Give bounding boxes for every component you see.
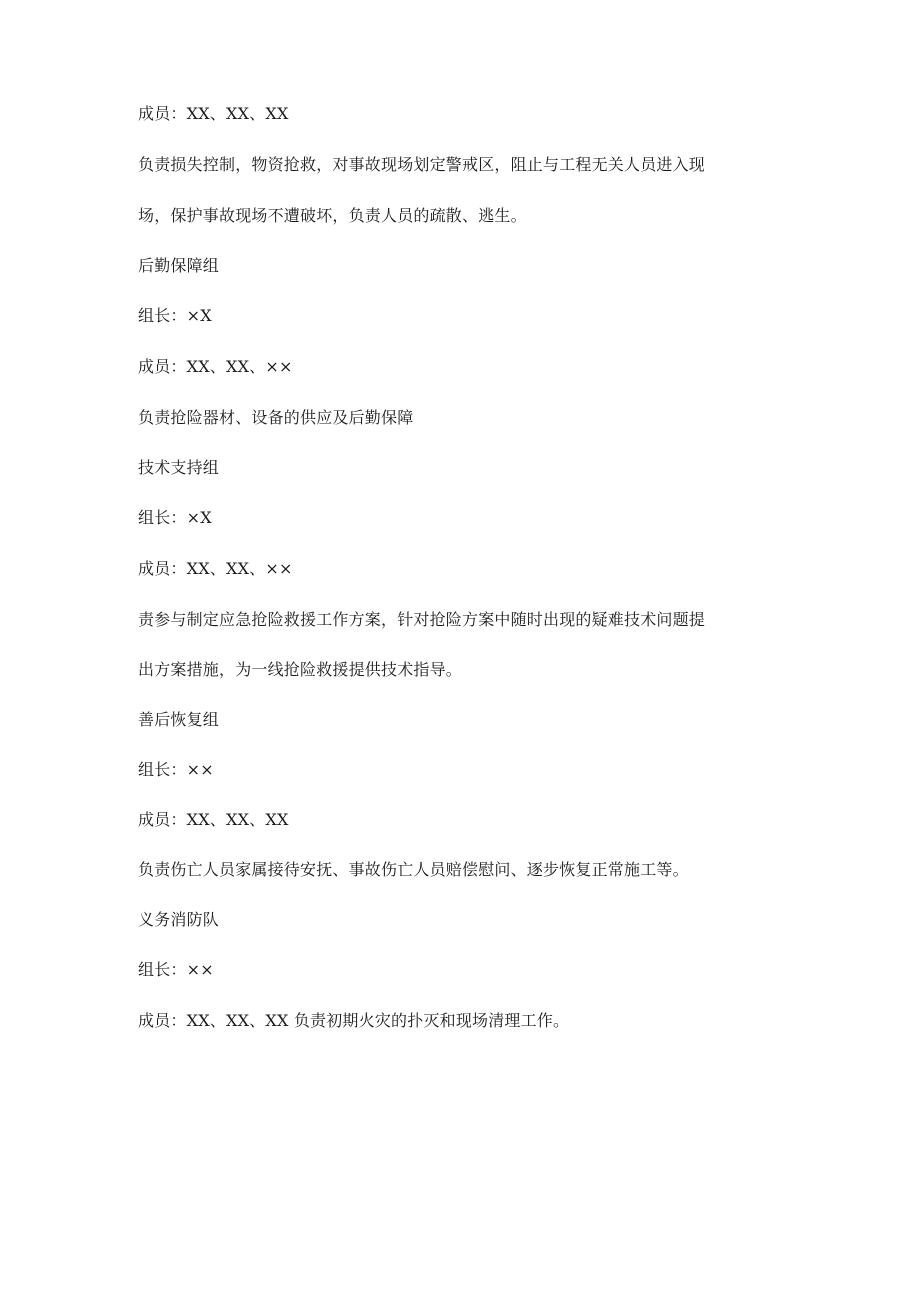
group-heading-fire-brigade: 义务消防队 — [138, 910, 220, 929]
member-line-1: 成员：XX、XX、XX — [138, 104, 289, 123]
leader-line-logistics: 组长：×X — [138, 306, 212, 325]
duty-line-technical-a: 责参与制定应急抢险救援工作方案，针对抢险方案中随时出现的疑难技术问题提 — [138, 610, 706, 629]
duty-line-1b: 场，保护事故现场不遭破坏，负责人员的疏散、逃生。 — [138, 206, 527, 225]
duty-line-1a: 负责损失控制，物资抢救，对事故现场划定警戒区，阻止与工程无关人员进入现 — [138, 155, 706, 174]
member-line-aftermath: 成员：XX、XX、XX — [138, 810, 289, 829]
member-line-technical: 成员：XX、XX、×× — [138, 559, 293, 578]
group-heading-logistics: 后勤保障组 — [138, 256, 220, 275]
duty-line-aftermath: 负责伤亡人员家属接待安抚、事故伤亡人员赔偿慰问、逐步恢复正常施工等。 — [138, 860, 689, 879]
duty-line-logistics: 负责抢险器材、设备的供应及后勤保障 — [138, 408, 414, 427]
group-heading-technical: 技术支持组 — [138, 458, 220, 477]
member-duty-line-fire-brigade: 成员：XX、XX、XX 负责初期火灾的扑灭和现场清理工作。 — [138, 1011, 570, 1030]
leader-line-technical: 组长：×X — [138, 508, 212, 527]
leader-line-aftermath: 组长：×× — [138, 760, 214, 779]
group-heading-aftermath: 善后恢复组 — [138, 710, 220, 729]
duty-line-technical-b: 出方案措施，为一线抢险救援提供技术指导。 — [138, 660, 463, 679]
leader-line-fire-brigade: 组长：×× — [138, 960, 214, 979]
member-line-logistics: 成员：XX、XX、×× — [138, 357, 293, 376]
